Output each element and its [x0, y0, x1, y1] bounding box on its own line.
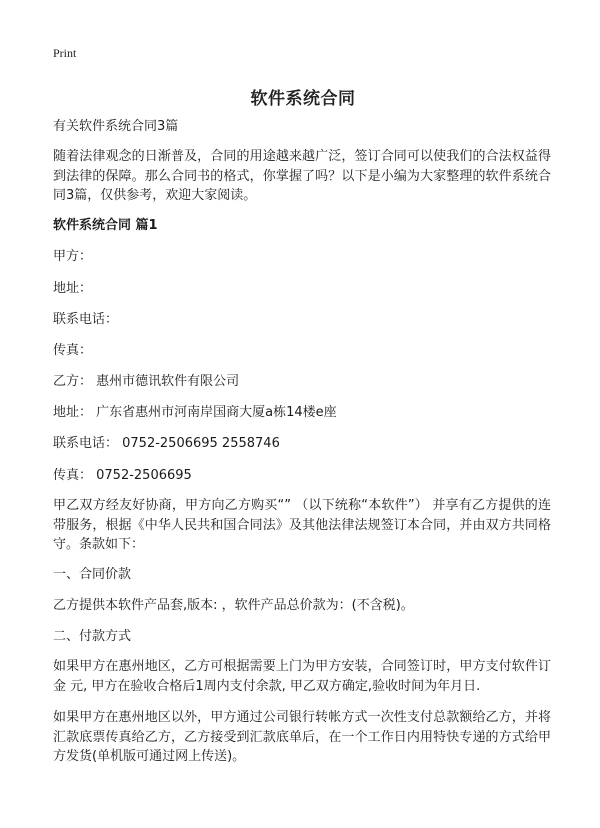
document-subtitle: 有关软件系统合同3篇: [53, 119, 179, 134]
clause-text: 乙方提供本软件产品套,版本: ，软件产品总价款为：(不含税)。: [53, 598, 414, 613]
document-title: 软件系统合同: [250, 89, 356, 109]
document-page: [53, 0, 553, 828]
section-heading: 软件系统合同 篇1: [53, 218, 158, 233]
party-b-name: 乙方： 惠州市德讯软件有限公司: [53, 374, 240, 389]
party-b-address: 地址： 广东省惠州市河南岸国商大厦a栋14楼e座: [53, 405, 337, 420]
agreement-paragraph: 甲乙双方经友好协商，甲方向乙方购买“” （以下统称“本软件”） 并享有乙方提供的连带服务，根据《中华人民共和国合同法》及其他法律法规签订本合同，并由双方共同格守。条款如下：: [53, 498, 551, 552]
party-a-phone: 联系电话：: [53, 312, 119, 327]
print-link[interactable]: Print: [53, 46, 77, 60]
clause-text: 如果甲方在惠州地区以外，甲方通过公司银行转帐方式一次性支付总款额给乙方，并将汇款底票传真给乙方，乙方接受到汇款底单后，在一个工作日内用特快专递的方式给甲方发货(单机版可通过网上传送)。: [53, 710, 551, 764]
party-a-label: 甲方：: [53, 249, 93, 264]
party-a-address: 地址：: [53, 281, 93, 296]
clause-heading: 二、付款方式: [53, 629, 132, 644]
party-a-fax: 传真：: [53, 343, 93, 358]
party-b-fax: 传真： 0752-2506695: [53, 468, 192, 483]
intro-paragraph: 随着法律观念的日渐普及，合同的用途越来越广泛，签订合同可以使我们的合法权益得到法律的保障。那么合同书的格式，你掌握了吗？以下是小编为大家整理的软件系统合同3篇，仅供参考，欢迎大家阅读。: [53, 149, 551, 203]
clause-text: 如果甲方在惠州地区，乙方可根据需要上门为甲方安装，合同签订时，甲方支付软件订金 元, 甲方在验收合格后1周内支付余款, 甲乙双方确定,验收时间为年月日.: [53, 659, 551, 694]
party-b-phone: 联系电话： 0752-2506695 2558746: [53, 436, 280, 451]
clause-heading: 一、合同价款: [53, 567, 132, 582]
